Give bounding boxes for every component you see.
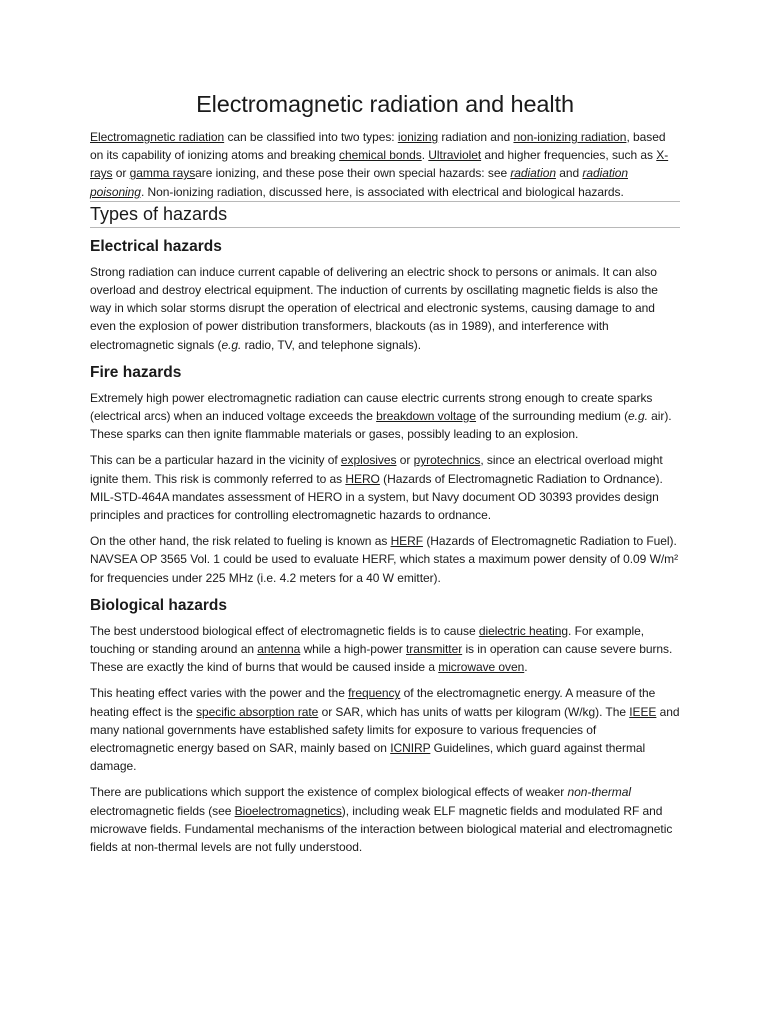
electrical-p1-text-b: radio, TV, and telephone signals). [241, 337, 422, 352]
intro-text-1: can be classified into two types: [224, 130, 398, 144]
bio-p3-text-c: ), including weak ELF magnetic fields and modulated RF and microwave fields. Fundamental mechanisms of the interaction between biological material and electromagnetic fields at non-thermal levels are not fully understood. [90, 803, 673, 855]
fire-p1-eg: e.g. [628, 409, 648, 424]
bio-p1-text-c: while a high-power [300, 642, 407, 657]
subheading-biological-hazards: Biological hazards [90, 596, 227, 614]
link-ieee[interactable]: IEEE [629, 704, 657, 719]
fire-p2-text-a: This can be a particular hazard in the vicinity of [90, 453, 341, 468]
link-ultraviolet[interactable]: Ultraviolet [428, 148, 482, 163]
bio-p2-text-e: Guidelines, which guard against thermal damage. [90, 741, 646, 774]
biological-paragraph-3 [90, 783, 680, 856]
link-specific-absorption-rate[interactable]: specific absorption rate [196, 704, 319, 719]
bio-p3-text-b: electromagnetic fields (see [90, 803, 235, 818]
fire-paragraph-2 [90, 451, 680, 524]
link-chemical-bonds[interactable]: chemical bonds [339, 148, 422, 163]
intro-text-2: radiation and [438, 130, 514, 144]
bio-p2-text-b: of the electromagnetic energy. A measure of the heating effect is the [90, 686, 656, 719]
bio-p1-text-e: . [524, 660, 528, 675]
link-herf[interactable]: HERF [390, 534, 424, 549]
fire-p2-text-c: , since an electrical overload might ignite them. This risk is commonly referred to as [90, 453, 663, 486]
link-electromagnetic-radiation[interactable]: Electromagnetic radiation [90, 130, 225, 144]
fire-paragraph-1 [90, 389, 680, 444]
fire-p2-text-b: or [396, 453, 414, 468]
link-frequency[interactable]: frequency [348, 686, 401, 701]
intro-paragraph [90, 128, 680, 201]
link-radiation-poisoning-text: radiation poisoning [90, 166, 628, 199]
link-ionizing[interactable]: ionizing [397, 130, 439, 144]
link-non-ionizing-radiation[interactable]: non-ionizing radiation [513, 130, 627, 144]
fire-p1-text-b: of the surrounding medium ( [476, 409, 629, 424]
link-pyrotechnics[interactable]: pyrotechnics [413, 453, 481, 468]
bio-p3-non-thermal: non-thermal [567, 785, 631, 800]
intro-text-4: . [421, 148, 429, 163]
fire-p3-text-b: (Hazards of Electromagnetic Radiation to Fuel). NAVSEA OP 3565 Vol. 1 could be used to evaluate HERF, which states a maximum power density of 0.09 W/m² for frequencies under 225 MHz (i.e. 4.2 meters for a 40 W emitter). [90, 534, 679, 585]
intro-text-6: or [112, 166, 130, 181]
link-antenna[interactable]: antenna [257, 642, 301, 657]
intro-text-7: are ionizing, and these pose their own special hazards: see [195, 166, 511, 181]
bio-p3-text-a: There are publications which support the existence of complex biological effects of weaker [90, 785, 568, 800]
electrical-paragraph-1 [90, 263, 680, 354]
link-x-rays[interactable]: X-rays [90, 148, 669, 181]
bio-p1-text-d: is in operation can cause severe burns. These are exactly the kind of burns that would be caused inside a [90, 642, 673, 675]
intro-text-3: , based on its capability of ionizing atoms and breaking [90, 130, 666, 163]
bio-p2-text-c: or SAR, which has units of watts per kilogram (W/kg). The [318, 704, 630, 719]
electrical-p1-eg: e.g. [221, 337, 242, 352]
fire-p2-text-d: (Hazards of Electromagnetic Radiation to Ordnance). MIL-STD-464A mandates assessment of HERO in a system, but Navy document OD 30393 provides design principles and practices for controlling electromagnetic hazards to ordnance. [90, 471, 663, 523]
intro-text-9: . Non-ionizing radiation, discussed here, is associated with electrical and biological hazards. [140, 184, 624, 199]
link-icnirp[interactable]: ICNIRP [390, 741, 431, 756]
fire-p3-text-a: On the other hand, the risk related to fueling is known as [90, 534, 391, 549]
subheading-fire-hazards: Fire hazards [90, 363, 182, 381]
fire-paragraph-3 [90, 532, 680, 587]
link-dielectric-heating[interactable]: dielectric heating [478, 623, 569, 638]
page-title: Electromagnetic radiation and health [196, 91, 574, 117]
intro-text-5: and higher frequencies, such as [481, 148, 657, 163]
biological-paragraph-1 [90, 622, 680, 677]
intro-text-8: and [555, 166, 583, 181]
fire-p1-text-c: air). These sparks can then ignite flammable materials or gases, possibly leading to an explosion. [90, 409, 672, 442]
link-breakdown-voltage[interactable]: breakdown voltage [376, 409, 477, 424]
link-radiation[interactable] [510, 166, 556, 180]
link-microwave-oven[interactable]: microwave oven [438, 660, 525, 675]
electrical-p1-text-a: Strong radiation can induce current capable of delivering an electric shock to persons or animals. It can also overload and destroy electrical equipment. The induction of currents by oscillating magnetic fields is also the way in which solar storms disrupt the operation of electrical and electronic systems, causing damage to and even the explosion of power distribution transformers, blackouts (as in 1989), and interference with electromagnetic signals ( [90, 264, 658, 352]
section-heading-types-of-hazards: Types of hazards [90, 201, 680, 228]
link-gamma-rays[interactable]: gamma rays [129, 166, 196, 181]
link-transmitter[interactable]: transmitter [406, 642, 463, 657]
biological-paragraph-2 [90, 684, 680, 775]
link-radiation-text: radiation [510, 166, 556, 181]
fire-p1-text-a: Extremely high power electromagnetic radiation can cause electric currents strong enough to create sparks (electrical arcs) when an induced voltage exceeds the [90, 390, 653, 424]
document-page [90, 86, 680, 864]
link-explosives[interactable]: explosives [340, 453, 397, 468]
link-hero[interactable]: HERO [345, 471, 380, 486]
link-bioelectromagnetics[interactable]: Bioelectromagnetics [234, 803, 342, 818]
bio-p2-text-a: This heating effect varies with the power and the [90, 686, 349, 701]
subheading-electrical-hazards: Electrical hazards [90, 237, 222, 255]
bio-p2-text-d: and many national governments have established safety limits for exposure to various frequencies of electromagnetic energy based on SAR, mainly based on [90, 704, 680, 756]
bio-p1-text-a: The best understood biological effect of electromagnetic fields is to cause [90, 623, 479, 638]
bio-p1-text-b: . For example, touching or standing around an [90, 623, 645, 657]
